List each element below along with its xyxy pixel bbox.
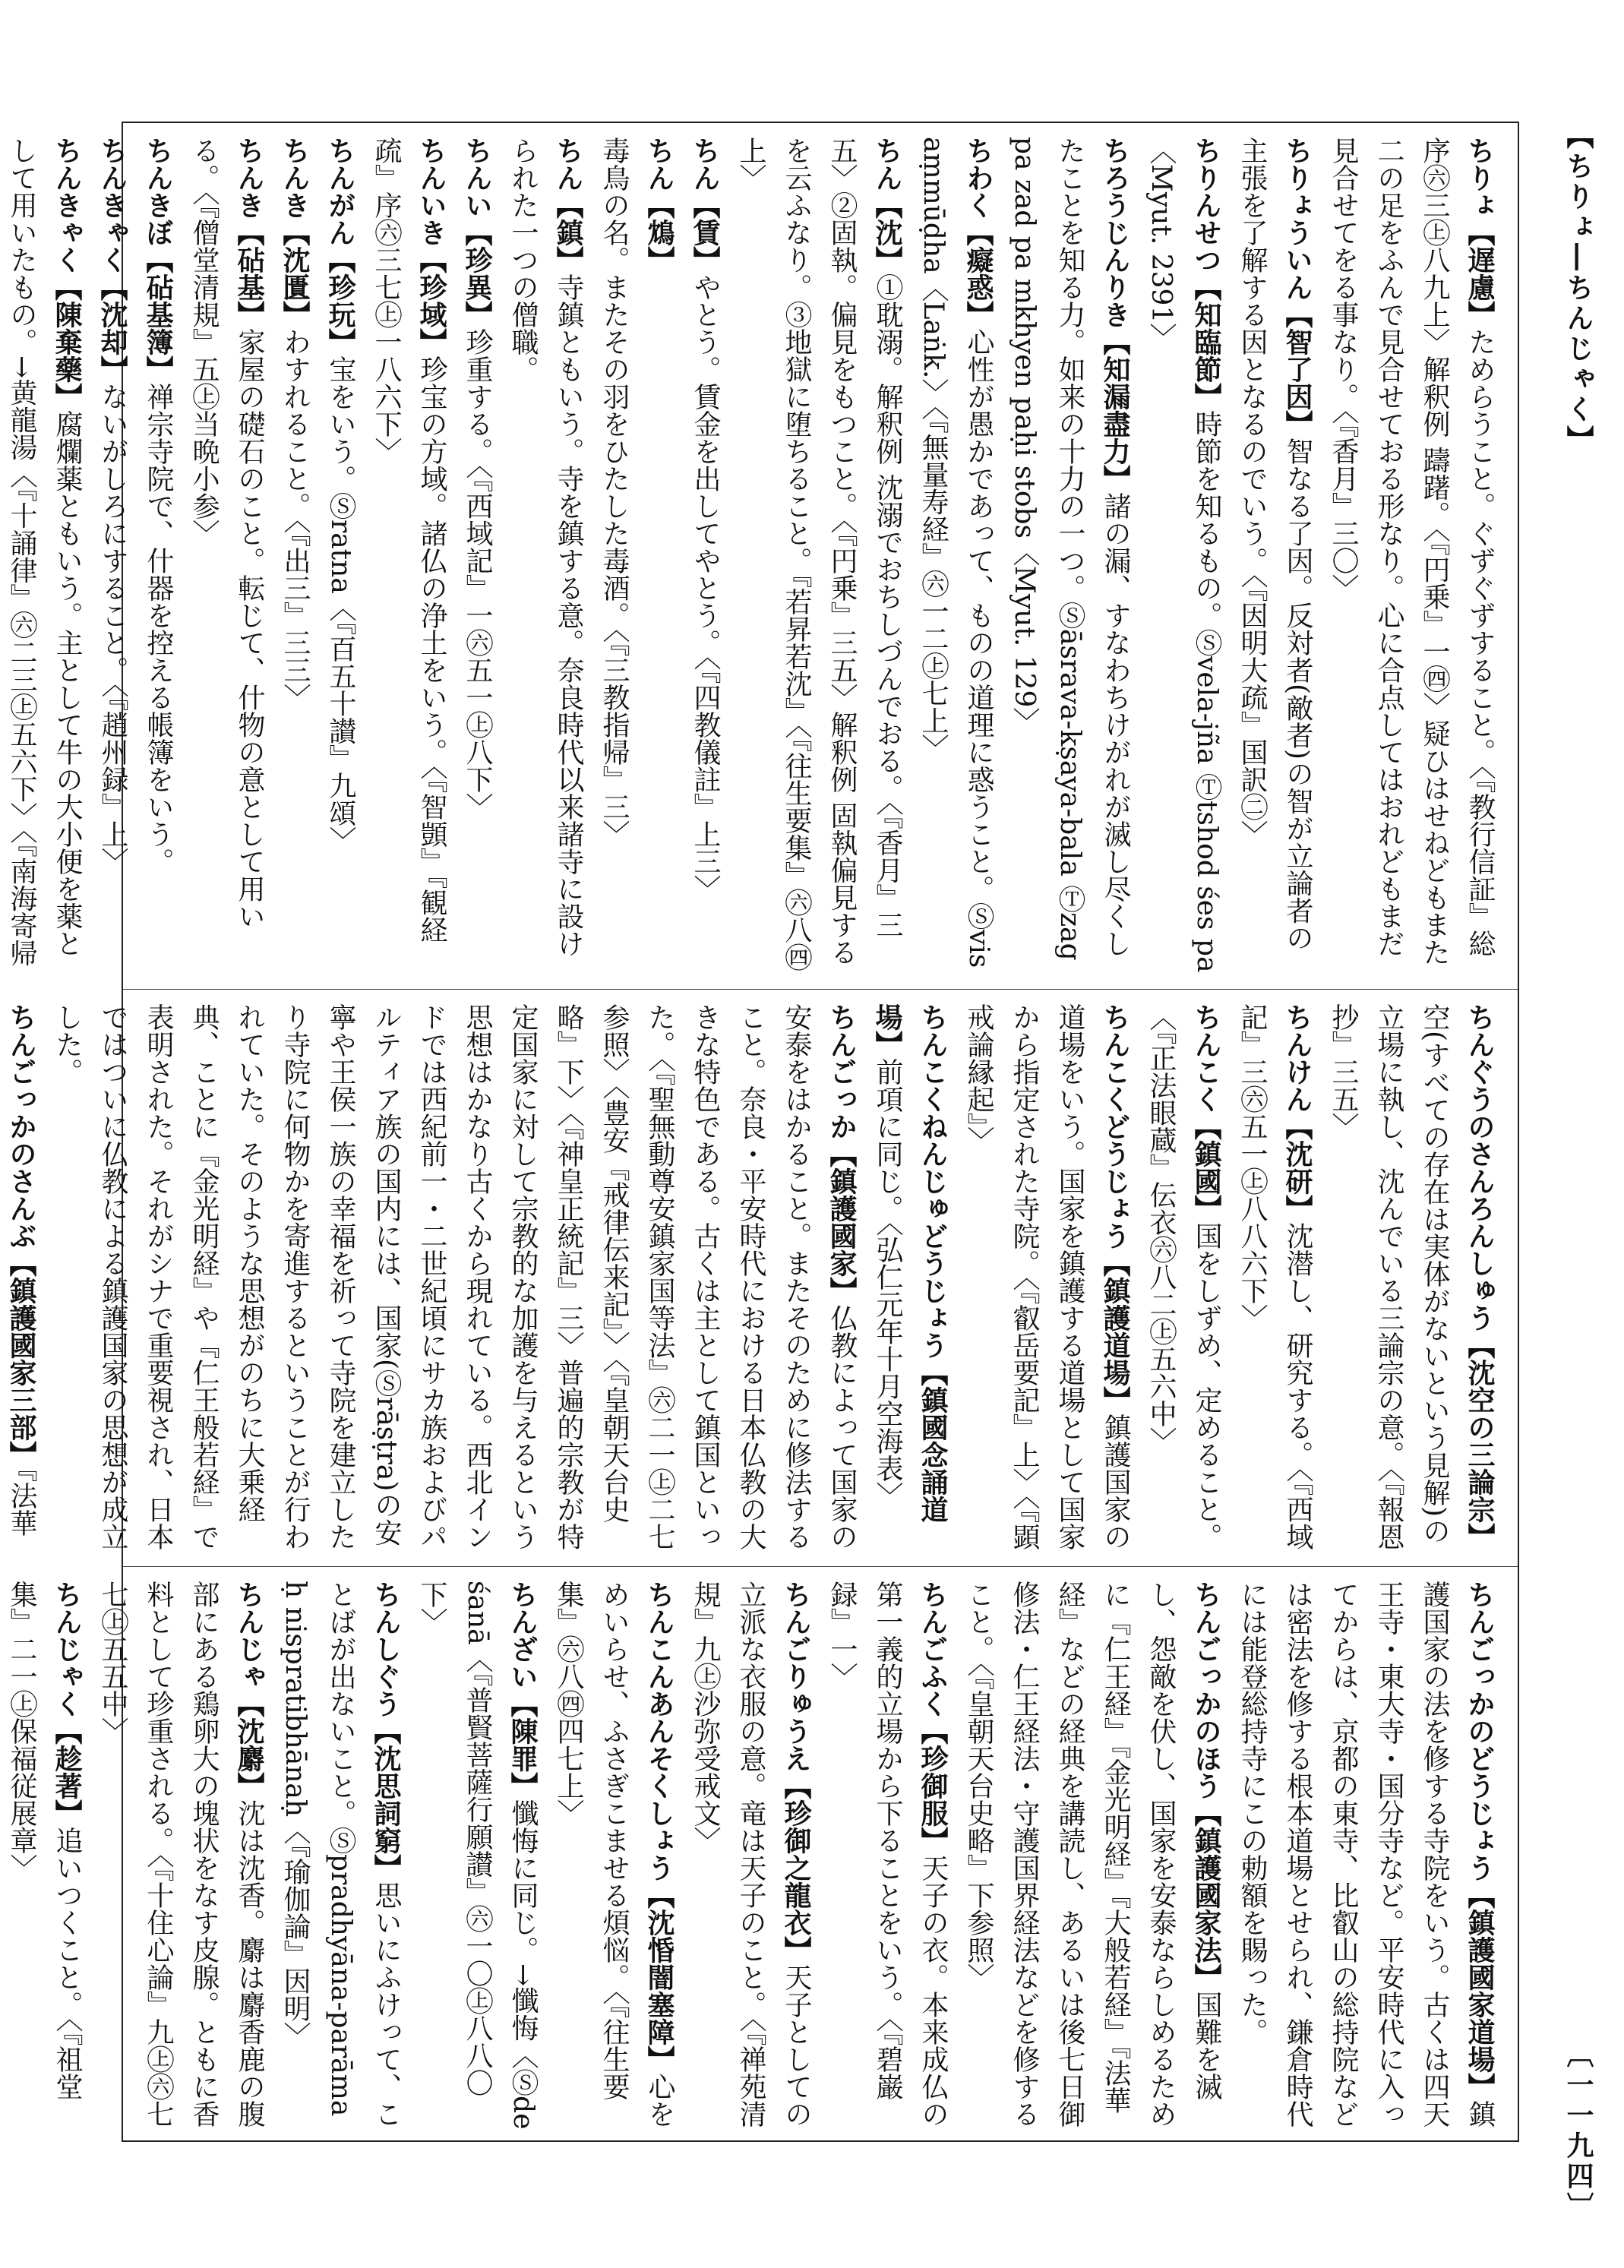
entry: ちんごっかのどうじょう【鎮護國家道場】鎮護国家の法を修する寺院をいう。古くは四天王寺・東大寺・国分寺など。平安時代に入ってからは、京都の東寺、比叡山の総持院などは密法を修する根本道場とせられ、鎌倉時代には能登総持寺にこの勅額を賜った。 (1237, 1581, 1496, 2127)
text-block-bottom (6, 1566, 1518, 2143)
entry: ちんじゃく【趁著】追いつくこと。〈『祖堂集』二一㊤保福従展章〉 (6, 1581, 83, 2100)
entry: ちろうじんりき【知漏盡力】諸の漏、すなわちけがれが滅し尽くしたことを知る力。如来の十力の一つ。Ⓢāsrava-kṣaya-bala Ⓣzag pa zad pa mkhyen paḥi stobs〈Myut. 129〉 (1009, 137, 1131, 961)
entry: ちりょ【遅慮】ためらうこと。ぐずぐずすること。〈『教行信証』総序㊅三㊤八九上〉解釈例 躊躇。〈『円乗』一㊃〉疑ひはせねどもまた二の足をふんで見合せておる形なり。心に合点してはおれどもまだ見合せてをる事なり。〈『香月』三〇〉 (1328, 137, 1496, 966)
entry: ちんきゃく【陳棄藥】腐爛薬ともいう。主として牛の大小便を薬として用いたもの。→黄龍湯〈『十誦律』㊅二三㊤五六下〉〈『南海寄帰 (6, 137, 83, 967)
entry: ちんごっかのさんぶ【鎮護國家三部】『法華 (5, 1003, 37, 1537)
entry: ちんけん【沈研】沈潜し、研究する。〈『西域記』三㊅五一㊤八八六下〉 (1237, 1003, 1313, 1550)
entry: ちん【沈】①耽溺。解釈例 沈溺でおちしづんでおる。〈『香月』三五〉②固執。偏見をもつこと。〈『円乗』三五〉解釈例 固執偏見するを云ふなり。③地獄に堕ちること。『若昇若沈』〈『往生要集』㊅八㊃上〉 (735, 137, 903, 971)
entry: ちんじゃ【沈麝】沈は沈香。麝は麝香鹿の腹部にある鶏卵大の塊状をなす皮腺。ともに香料として珍重される。〈『十住心論』九㊤㊅七七㊤五五中〉 (97, 1581, 265, 2127)
text-frame (5, 122, 1519, 2142)
entry: ちんき【砧基】家屋の礎石のこと。転じて、什物の意として用いる。〈『僧堂清規』五㊤当晩小参〉 (188, 137, 265, 930)
entry: ちん【鴆】毒鳥の名。またその羽をひたした毒酒。〈『三教指帰』三〉 (599, 137, 675, 848)
text-block-top (6, 123, 1518, 989)
entry: ちんこくねんじゅどうじょう【鎮國念誦道場】前項に同じ。〈弘仁元年十月空海表〉 (871, 1003, 949, 1523)
running-header: 【ちりょ―ちんじゃく】 (1562, 122, 1594, 456)
entry: ちんこくどうじょう【鎮護道場】鎮護国家の道場をいう。国家を鎮護する道場として国家から指定された寺院。〈『叡岳要記』上〉〈『顕戒論縁起』〉 (963, 1003, 1131, 1550)
entry: ちりょういん【智了因】智なる了因。反対者(敵者)の智が立論者の主張を了解する因となるのでいう。〈『因明大疏』国訳㊁〉 (1237, 137, 1313, 952)
entry: ちんこんあんそくしょう【沈惛闇塞障】心をめいらせ、ふさぎこませる煩悩。〈『往生要集』㊅八㊃四七上〉 (553, 1581, 675, 2127)
entry: ちんざい【陳罪】懺悔に同じ。→懺悔〈Ⓢdeśanā〈『普賢菩薩行願讃』㊅一〇㊤八八〇下〉 (416, 1581, 539, 2130)
entry: ちりんせつ【知臨節】時節を知るもの。Ⓢvela-jña Ⓣtshod śes pa〈Myut. 2391〉 (1145, 137, 1222, 973)
entry: ちんいき【珍域】珍宝の方域。諸仏の浄土をいう。〈『智顗』『観経疏』序㊅三七㊤一八六下〉 (371, 137, 447, 943)
entry: ちんきぼ【砧基簿】禅宗寺院で、什器を控える帳簿をいう。 (142, 137, 174, 875)
page-number: 〔一一九四〕 (1562, 2040, 1594, 2222)
entry: ちんごっかのほう【鎮護國家法】国難を滅し、怨敵を伏し、国家を安泰ならしめるために『仁王経』『金光明経』『大般若経』『法華経』などの経典を講読し、あるいは後七日御修法・仁王経法・守護国界経法などを修すること。〈『皇朝天台史略』下参照〉 (963, 1581, 1222, 2127)
entry: ちん【鎮】寺鎮ともいう。寺を鎮する意。奈良時代以来諸寺に設けられた一つの僧職。 (507, 137, 584, 957)
entry: ちんこく【鎮國】国をしずめ、定めること。〈『正法眼蔵』伝衣㊅八二㊤五六中〉 (1145, 1003, 1222, 1550)
entry: ちんきゃく【沈却】ないがしろにすること。〈『趙州録』上〉 (96, 137, 128, 875)
entry: ちんごふく【珍御服】天子の衣。本来成仏の第一義的立場から下ることをいう。〈『碧巌録』一〉 (826, 1581, 949, 2127)
vertical-text-column (5, 990, 1518, 1566)
text-block-middle (5, 989, 1518, 1566)
entry: ちんごっか【鎮護國家】仏教によって国家の安泰をはかること。またそのために修法すること。奈良・平安時代における日本仏教の大きな特色である。古くは主として鎮国といった。〈『聖無動尊安鎮家国等法』㊅二一㊤二七参照〉〈豊安『戒律伝来記』〉〈『皇朝天台史略』下〉〈『神皇正統記』三〉普遍的宗教が特定国家に対して宗教的な加護を与えるという思想はかなり古くから現れている。西北インドでは西紀前一・二世紀頃にサカ族およびパルティア族の国内には、国家(Ⓢrāṣṭra)の安寧や王侯一族の幸福を祈って寺院を建立したり寺院に何物かを寄進するということが行われていた。そのような思想がのちに大乗経典、ことに『金光明経』や『仁王般若経』で表明された。それがシナで重要視され、日本ではついに仏教による鎮護国家の思想が成立した。 (52, 1003, 858, 1550)
entry: ちんがん【珍玩】宝をいう。Ⓢratna〈『百五十讃』九頌〉 (324, 137, 356, 854)
entry: ちんごりゅうえ【珍御之龍衣】天子としての立派な衣服の意。竜は天子のこと。〈『禅苑清規』九㊤沙弥受戒文〉 (690, 1581, 812, 2127)
entry: ちん【賃】やとう。賃金を出してやとう。〈『四教儀註』上三〉 (689, 137, 721, 902)
entry: ちんぐうのさんろんしゅう【沈空の三論宗】空(すべての存在は実体がないという見解)の立場に執し、沈んでいる三論宗の意。〈『報恩抄』三五〉 (1328, 1003, 1496, 1550)
vertical-text-column (6, 123, 1518, 989)
vertical-text-column (6, 1567, 1518, 2143)
entry: ちわく【癡惑】心性が愚かであって、ものの道理に惑うこと。Ⓢvisaṃmūḍha〈Laṅk.〉〈『無量寿経』㊅一二㊤七上〉 (918, 137, 994, 968)
entry: ちんしぐう【沈思詞窮】思いにふけって、ことばが出ないこと。Ⓢpradhyāna-parāmaḥ nispratibhānaḥ〈『瑜伽論』因明〉 (280, 1581, 402, 2127)
entry: ちんき【沈匱】わすれること。〈『出三』三三〉 (279, 137, 311, 711)
entry: ちんい【珍異】珍重する。〈『西域記』一㊅五一㊤八下〉 (461, 137, 493, 820)
